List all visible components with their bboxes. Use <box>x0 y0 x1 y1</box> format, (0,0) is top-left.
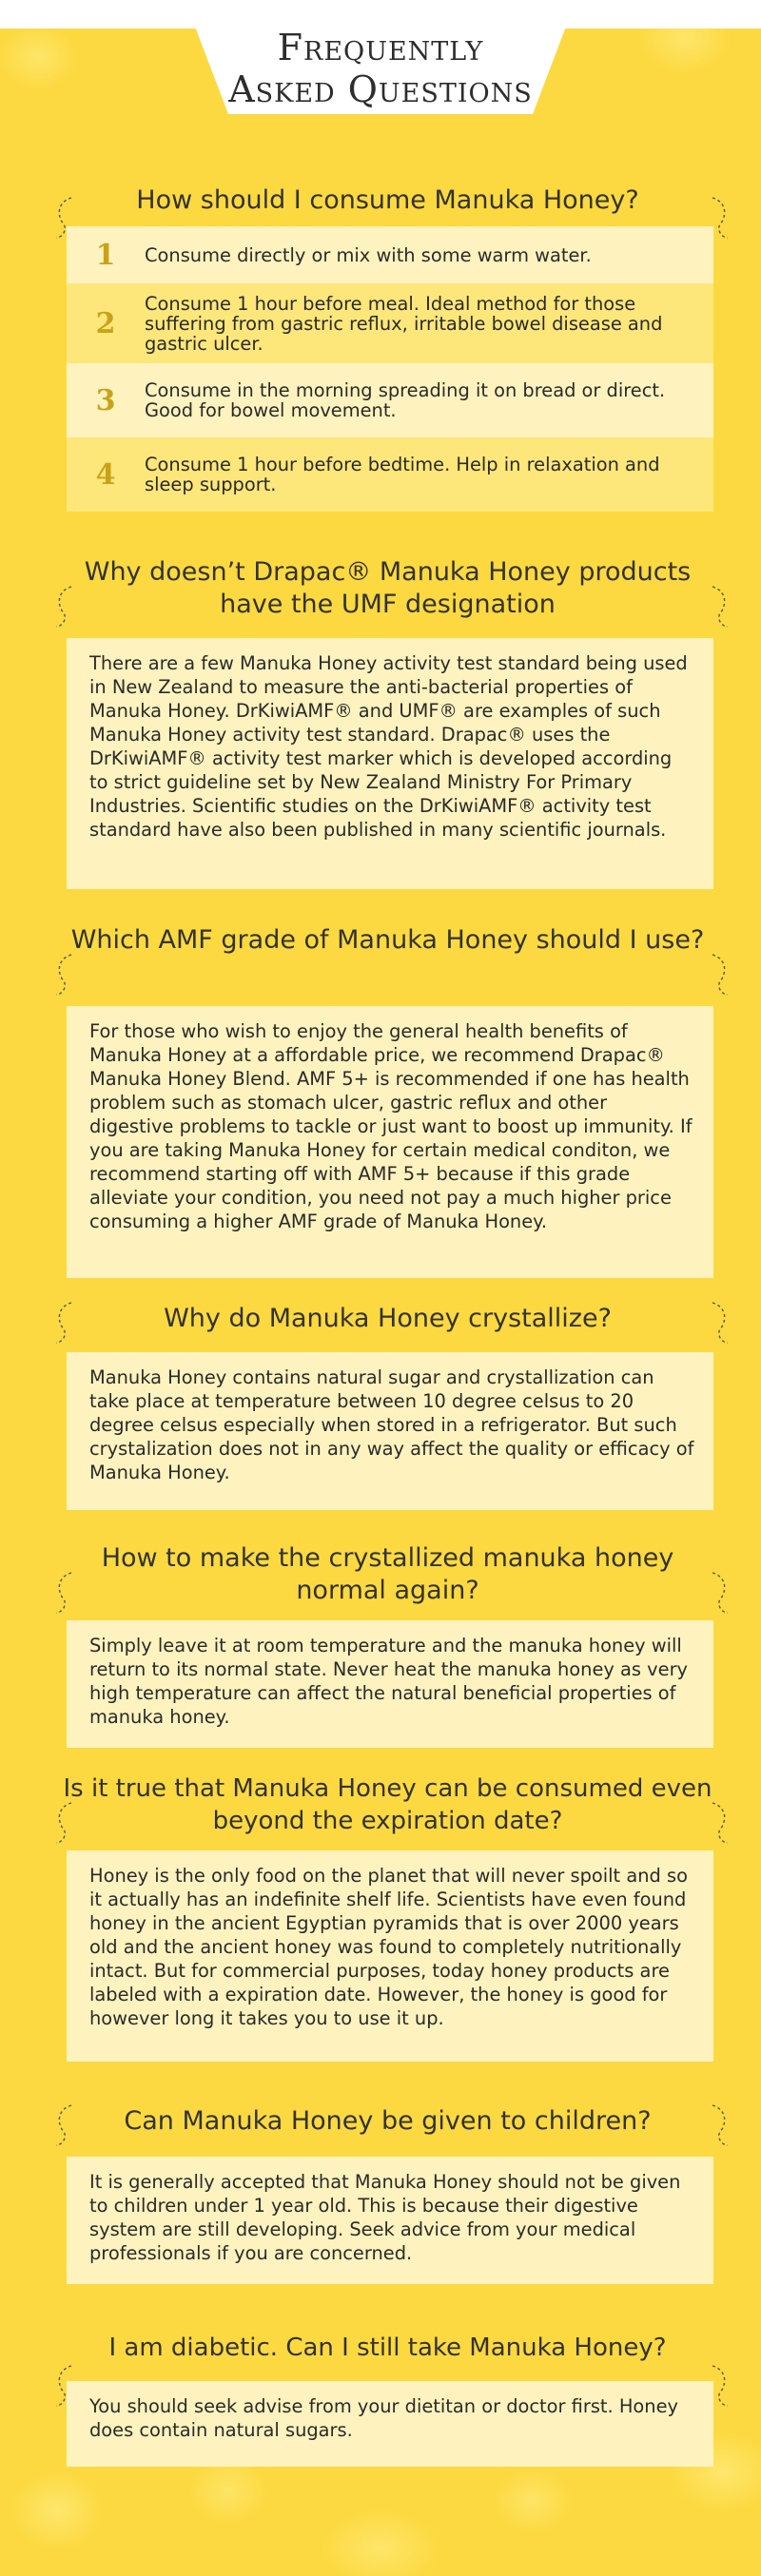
swirl-left-icon <box>54 585 77 629</box>
consume-step-row <box>67 226 713 283</box>
faq-question: Is it true that Manuka Honey can be consumed even beyond the expiration date? <box>63 1774 712 1835</box>
faq-answer: Simply leave it at room temperature and the manuka honey will return to its normal state. Never heat the manuka honey as very high temperature can affect the natural beneficial properties of manuka honey. <box>67 1620 713 1748</box>
faq-answer: It is generally accepted that Manuka Honey should not be given to children under 1 year old. This is because their digestive system are still developing. Seek advice from your medical professionals if you are concerned. <box>67 2157 713 2284</box>
page-title-line2: Asked Questions <box>228 68 533 110</box>
step-number: 3 <box>95 383 116 417</box>
swirl-right-icon <box>707 585 730 629</box>
swirl-left-icon <box>54 2103 77 2147</box>
faq-answer: For those who wish to enjoy the general health benefits of Manuka Honey at a affordable price, we recommend Drapac® Manuka Honey Blend. AMF 5+ is recommended if one has health problem such as stomach ulcer, gastric reflux and other digestive problems to tackle or just want to boost up immunity. If you are taking Manuka Honey for certain medical conditon, we recommend starting off with AMF 5+ because if this grade alleviate your condition, you need not pay a much higher price consuming a higher AMF grade of Manuka Honey. <box>67 1006 713 1278</box>
swirl-left-icon <box>54 1301 77 1345</box>
faq-answer: There are a few Manuka Honey activity test standard being used in New Zealand to measure the anti-bacterial properties of Manuka Honey. DrKiwiAMF® and UMF® are examples of such Manuka Honey activity test standard. Drapac® uses the DrKiwiAMF® activity test marker which is developed according to strict guideline set by New Zealand Ministry For Primary Industries. Scientific studies on the DrKiwiAMF® activity test standard have also been published in many scientific journals. <box>67 638 713 889</box>
top-white-strip <box>0 0 761 29</box>
swirl-right-icon <box>707 1801 730 1845</box>
step-text: Consume 1 hour before meal. Ideal method for those suffering from gastric reflux, irritable bowel disease and gastric ulcer. <box>145 292 663 355</box>
swirl-left-icon <box>54 1801 77 1845</box>
faq-question: How should I consume Manuka Honey? <box>136 185 639 215</box>
swirl-left-icon <box>54 1571 77 1615</box>
step-number: 2 <box>95 306 116 340</box>
step-number: 1 <box>95 238 116 272</box>
swirl-left-icon <box>54 953 77 997</box>
step-text: Consume in the morning spreading it on bread or direct. Good for bowel movement. <box>145 379 666 421</box>
faq-question: How to make the crystallized manuka honey normal again? <box>101 1543 674 1605</box>
consume-step-row <box>67 283 713 363</box>
swirl-right-icon <box>707 1301 730 1345</box>
faq-answer: Honey is the only food on the planet that will never spoilt and so it actually has an indefinite shelf life. Scientists have even found honey in the ancient Egyptian pyramids that is over 2000 years old and the ancient honey was found to completely nutritionally intact. But for commercial purposes, today honey products are labeled with a expiration date. However, the honey is good for however long it takes you to use it up. <box>67 1850 713 2062</box>
faq-question: Can Manuka Honey be given to children? <box>124 2106 652 2136</box>
faq-answer: You should seek advise from your dietitan or doctor first. Honey does contain natural sugars. <box>67 2381 713 2467</box>
swirl-right-icon <box>707 953 730 997</box>
faq-title-banner <box>195 27 566 114</box>
swirl-right-icon <box>707 2103 730 2147</box>
consume-step-row <box>67 363 713 437</box>
step-text: Consume directly or mix with some warm water. <box>145 243 592 266</box>
swirl-right-icon <box>707 1571 730 1615</box>
step-text: Consume 1 hour before bedtime. Help in relaxation and sleep support. <box>145 454 660 495</box>
faq-question: I am diabetic. Can I still take Manuka Honey? <box>108 2334 667 2362</box>
faq-question: Why doesn’t Drapac® Manuka Honey products have the UMF designation <box>84 557 692 619</box>
consume-step-row <box>67 437 713 512</box>
faq-question: Which AMF grade of Manuka Honey should I use? <box>70 925 705 955</box>
faq-question: Why do Manuka Honey crystallize? <box>164 1304 612 1333</box>
step-number: 4 <box>95 457 116 492</box>
faq-answer: Manuka Honey contains natural sugar and crystallization can take place at temperature between 10 degree celsus to 20 degree celsus especially when stored in a refrigerator. But such crystalization does not in any way affect the quality or efficacy of Manuka Honey. <box>67 1352 713 1510</box>
page-title-line1: Frequently <box>277 27 484 68</box>
